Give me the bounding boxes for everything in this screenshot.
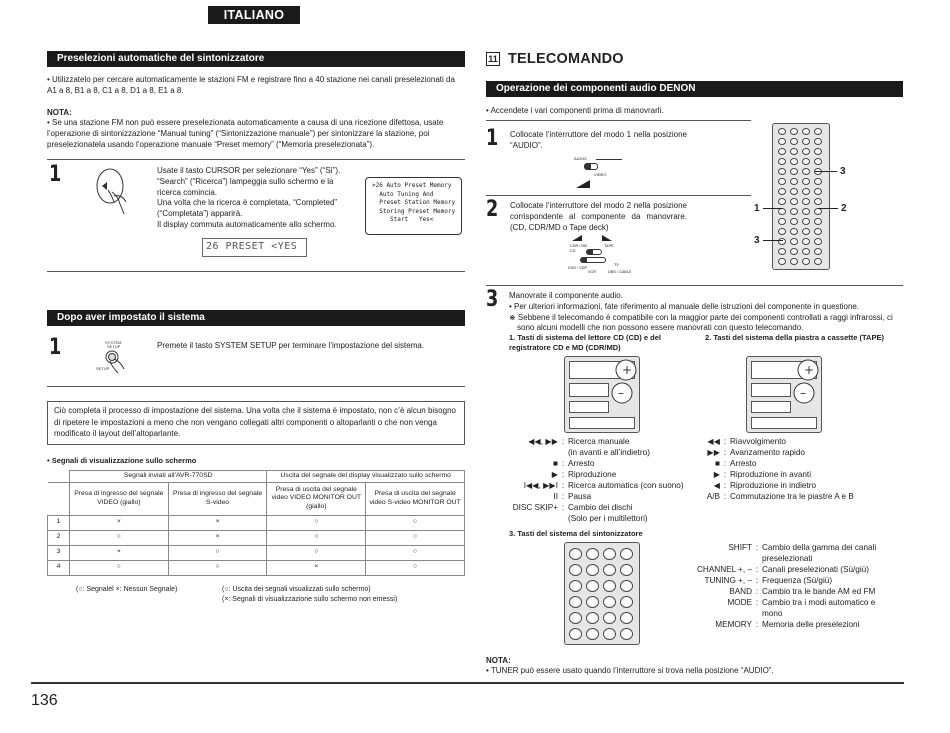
remote-button — [620, 564, 633, 576]
key-row — [700, 436, 900, 447]
remote-button — [814, 248, 822, 255]
osd-text — [372, 182, 455, 225]
key-name: ◀◀, ▶▶ — [528, 437, 558, 446]
remote-button — [790, 128, 798, 135]
remote-button — [802, 258, 810, 265]
key-row — [690, 608, 902, 619]
remote-button — [586, 564, 599, 576]
switch-label: CD — [570, 249, 576, 253]
completion-info-box: Ciò completa il processo di impostazione del sistema. Una volta che il sistema è impostato, non c’è alcun bisogno di ripetere le impostazioni a meno che non vengano collegati altri componenti o altoparlanti o che non venga modificato il layout dell’altoparlante. — [47, 401, 465, 445]
step-text-line: Manovrate il componente audio. — [509, 291, 623, 300]
cd-key-list — [503, 436, 703, 524]
remote-button-row — [569, 417, 635, 429]
key-name: ◀ — [713, 481, 720, 490]
remote-button — [790, 198, 798, 205]
key-name: ▶▶ — [707, 448, 720, 457]
step-text: Collocate l’interruttore del modo 2 nella posizione corrispondente al componente da manovrare. (CD, CDR/MD o Tape deck) — [510, 201, 687, 232]
remote-button — [778, 218, 786, 225]
key-name: TUNING +, – — [704, 576, 752, 585]
osd-screen — [365, 177, 462, 235]
remote-button — [802, 188, 810, 195]
remote-button — [802, 238, 810, 245]
remote-button — [778, 168, 786, 175]
callout-number: 2 — [841, 203, 847, 214]
signals-table — [47, 470, 465, 576]
step-text: Premete il tasto SYSTEM SETUP per terminare l’impostazione del sistema. — [157, 341, 425, 350]
step-number: 2 — [486, 197, 499, 222]
key-name: SHIFT — [728, 543, 752, 552]
table-cell: ○ — [168, 560, 267, 575]
key-description: (in avanti e all’indietro) — [568, 448, 650, 457]
table-cell: ○ — [69, 560, 168, 575]
key-description: Memoria delle preselezioni — [762, 620, 860, 629]
key-description: Cambio della gamma dei canali — [762, 543, 877, 552]
key-row — [690, 586, 902, 597]
key-row — [700, 458, 900, 469]
subsection-title-tuner: 3. Tasti del sistema del sintonizzatore — [509, 529, 643, 538]
osd-line: Auto Tuning And — [372, 190, 434, 198]
key-separator: : — [755, 587, 759, 596]
key-row — [700, 469, 900, 480]
key-separator: : — [561, 437, 565, 446]
svg-text:SETUP: SETUP — [96, 366, 110, 371]
key-row — [503, 469, 703, 480]
table-cell: ○ — [366, 530, 465, 545]
key-row — [503, 436, 703, 447]
svg-text:–: – — [800, 386, 806, 400]
remote-button — [814, 128, 822, 135]
remote-button — [778, 158, 786, 165]
page-number: 136 — [31, 692, 58, 709]
step-text-line: Usate il tasto CURSOR per selezionare “Yes” (“Sì”). — [157, 166, 341, 175]
subsection-title-cd: 1. Tasti di sistema del lettore CD (CD) e del registratore CD e MD (CDR/MD) — [509, 333, 661, 352]
table-cell: × — [69, 545, 168, 560]
remote-button — [778, 258, 786, 265]
callout-line — [818, 208, 838, 209]
key-name: A/B — [706, 492, 720, 501]
key-row — [503, 480, 703, 491]
remote-button — [790, 148, 798, 155]
remote-button — [790, 218, 798, 225]
table-cell: 3 — [48, 545, 70, 560]
key-description: Commutazione tra le piastre A e B — [730, 492, 854, 501]
remote-button — [802, 128, 810, 135]
table-cell: 4 — [48, 560, 70, 575]
hand-arrow-icon — [602, 235, 612, 241]
remote-button — [790, 208, 798, 215]
svg-text:SYSTEM: SYSTEM — [105, 340, 122, 345]
auto-preset-intro: • Utilizzatelo per cercare automaticamente le stazioni FM e registrare fino a 40 stazione nei canali preselezionati da A1 a 8, B1 a 8, C1 a 8, D1 a 8, E1 a 8. — [47, 75, 455, 95]
key-description: Frequenza (Sù/giù) — [762, 576, 833, 585]
table-cell: ○ — [168, 545, 267, 560]
remote-button — [790, 158, 798, 165]
remote-button — [778, 248, 786, 255]
key-separator: : — [723, 470, 727, 479]
remote-button — [603, 548, 616, 560]
mode-switch-2-diagram — [568, 235, 638, 281]
switch-knob — [581, 258, 587, 262]
remote-button — [586, 596, 599, 608]
table-col-header: Presa di uscita del segnale video S-video MONITOR OUT — [366, 482, 465, 515]
key-description: Ricerca automatica (con suono) — [568, 481, 684, 490]
chapter-number: 11 — [486, 52, 500, 66]
step-number: 3 — [486, 287, 499, 312]
mode-switch-1-diagram — [574, 156, 634, 192]
switch-label: TAPE — [604, 244, 614, 248]
key-separator: : — [561, 470, 565, 479]
table-col-header: Presa di ingresso del segnale S-video — [168, 482, 267, 515]
remote-button — [814, 228, 822, 235]
switch-label: VIDEO — [594, 172, 607, 177]
remote-button — [620, 612, 633, 624]
key-row — [503, 502, 703, 513]
switch-label: CDR / MD — [570, 244, 588, 248]
table-header-output: Uscita del segnale del display visualizzato sullo schermo — [267, 471, 465, 483]
remote-button — [814, 258, 822, 265]
switch-leader — [596, 159, 622, 160]
key-description: preselezionati — [762, 554, 813, 563]
key-separator: : — [755, 598, 759, 607]
key-description: Canali preselezionati (Sù/giù) — [762, 565, 869, 574]
table-corner — [48, 471, 70, 483]
table-cell: 1 — [48, 515, 70, 530]
remote-button — [814, 208, 822, 215]
remote-button — [814, 158, 822, 165]
remote-button — [586, 548, 599, 560]
note-label: NOTA: — [47, 108, 72, 117]
key-separator: : — [755, 576, 759, 585]
remote-button — [586, 612, 599, 624]
table-cell: × — [69, 515, 168, 530]
divider — [486, 120, 751, 121]
remote-button — [778, 128, 786, 135]
key-row — [690, 597, 902, 608]
step-text-line: Una volta che la ricerca è completata, “Completed” (“Completata”) apparirà. — [157, 198, 338, 219]
note-text: • TUNER può essere usato quando l’interruttore si trova nella posizione “AUDIO”. — [486, 666, 774, 675]
table-cell: × — [168, 515, 267, 530]
cursor-button-hand-icon — [92, 166, 132, 218]
remote-button — [569, 612, 582, 624]
divider — [47, 271, 465, 272]
table-col-header: Presa di uscita del segnale video VIDEO MONITOR OUT (giallo) — [267, 482, 366, 515]
key-description: Cambio tra le bande AM ed FM — [762, 587, 876, 596]
remote-button — [802, 138, 810, 145]
key-row — [690, 564, 902, 575]
hand-arrow-icon — [572, 235, 582, 241]
key-separator: : — [561, 481, 565, 490]
key-row — [503, 491, 703, 502]
subsection-title-tape: 2. Tasti del sistema della piastra a cassette (TAPE) — [705, 333, 884, 342]
key-description: Riproduzione — [568, 470, 617, 479]
key-row — [690, 575, 902, 586]
tape-key-table — [700, 436, 900, 502]
key-name: CHANNEL +, – — [697, 565, 752, 574]
key-description: Arresto — [568, 459, 595, 468]
step-text-line: • Per ulteriori informazioni, fate riferimento al manuale delle istruzioni del componente in questione. — [509, 301, 860, 311]
key-description: Arresto — [730, 459, 757, 468]
remote-button — [620, 580, 633, 592]
key-description: Cambio tra i modi automatico e — [762, 598, 876, 607]
front-panel-display: 26 PRESET <YES — [202, 238, 307, 257]
key-separator: : — [755, 565, 759, 574]
callout-number: 3 — [754, 235, 760, 246]
key-separator: : — [561, 459, 565, 468]
key-description: Avanzamento rapido — [730, 448, 805, 457]
key-description: Riavvolgimento — [730, 437, 786, 446]
footer-rule — [31, 682, 904, 684]
step-number: 1 — [486, 126, 499, 151]
key-description: Riproduzione in avanti — [730, 470, 812, 479]
table-cell: ○ — [366, 545, 465, 560]
remote-button — [790, 258, 798, 265]
key-separator: : — [723, 492, 727, 501]
remote-button — [814, 138, 822, 145]
key-name: BAND — [729, 587, 752, 596]
table-cell: ○ — [366, 560, 465, 575]
tuner-key-table — [690, 542, 902, 630]
note-text: • Se una stazione FM non può essere preselezionata automaticamente a causa di una ricezione difettosa, usate l’operazione di sintonizzazione “Manual tuning” (“Sintonizzazione manuale”) per sintonizzare la stazione, poi preselezionatela usando l’operazione manuale “Preset memory” (“Memoria preselezionata”). — [47, 118, 444, 149]
remote-button — [569, 580, 582, 592]
remote-button — [620, 596, 633, 608]
key-row — [700, 447, 900, 458]
remote-button — [790, 238, 798, 245]
callout-number: 3 — [840, 166, 846, 177]
remote-button — [778, 148, 786, 155]
section-title-denon-audio: Operazione dei componenti audio DENON — [486, 81, 903, 97]
remote-button — [802, 228, 810, 235]
step-text-line: “Search” (“Ricerca”) lampeggia sullo schermo e la ricerca comincia. — [157, 176, 334, 197]
switch-label: DBS / CABLE — [608, 270, 632, 274]
callout-line — [763, 240, 783, 241]
remote-button — [603, 580, 616, 592]
remote-button — [790, 178, 798, 185]
key-name: I◀◀, ▶▶I — [523, 481, 558, 490]
remote-button-row — [751, 417, 817, 429]
table-legend: (×: Segnali di visualizzazione sullo schermo non emessi) — [222, 596, 398, 603]
step-text-line: Il display commuta automaticamente allo schermo. — [157, 219, 337, 229]
table-cell: ○ — [267, 515, 366, 530]
remote-button — [790, 248, 798, 255]
section-title-after-setup: Dopo aver impostato il sistema — [47, 310, 465, 326]
remote-button — [802, 218, 810, 225]
svg-text:SETUP: SETUP — [107, 344, 121, 349]
remote-button — [569, 564, 582, 576]
key-description: Cambio dei dischi — [568, 503, 633, 512]
remote-button — [814, 188, 822, 195]
table-title: • Segnali di visualizzazione sullo schermo — [47, 456, 197, 465]
step-number: 1 — [49, 335, 62, 360]
svg-text:+: + — [622, 363, 633, 377]
remote-button — [802, 248, 810, 255]
table-cell: × — [267, 560, 366, 575]
divider — [486, 195, 751, 196]
remote-button — [603, 564, 616, 576]
key-name: ■ — [553, 459, 558, 468]
key-name: DISC SKIP+ — [512, 503, 558, 512]
remote-button — [802, 148, 810, 155]
table-cell: ○ — [69, 530, 168, 545]
language-tab: ITALIANO — [208, 6, 300, 24]
remote-button — [603, 628, 616, 640]
volume-plus-minus-icon — [780, 356, 820, 406]
cd-key-table — [503, 436, 703, 524]
key-separator: : — [723, 459, 727, 468]
table-legend: (○: Uscita dei segnali visualizzati sullo schermo) — [222, 586, 371, 593]
remote-button — [814, 178, 822, 185]
table-header-input: Segnali inviati all’AVR-770SD — [69, 471, 267, 483]
section-title-auto-preset: Preselezioni automatiche del sintonizzatore — [47, 51, 465, 67]
remote-button — [778, 188, 786, 195]
remote-button — [603, 612, 616, 624]
intro-text: • Accendete i vari componenti prima di manovrarli. — [486, 106, 664, 115]
remote-button — [778, 138, 786, 145]
remote-button — [814, 238, 822, 245]
table-cell: × — [168, 530, 267, 545]
remote-button — [802, 158, 810, 165]
remote-button — [790, 138, 798, 145]
system-setup-button-icon — [92, 339, 132, 375]
key-separator: : — [755, 543, 759, 552]
key-description: Ricerca manuale — [568, 437, 630, 446]
switch-label: AUDIO — [574, 156, 587, 161]
svg-text:–: – — [618, 386, 624, 400]
osd-line: Preset Station Memory — [372, 199, 456, 206]
key-name: MODE — [727, 598, 752, 607]
key-separator: : — [723, 448, 727, 457]
callout-line — [815, 171, 837, 172]
key-row — [690, 542, 902, 553]
key-name: ◀◀ — [707, 437, 720, 446]
table-cell: ○ — [267, 530, 366, 545]
callout-line — [763, 208, 783, 209]
table-legend: (○: Segnalel ×: Nessun Segnale) — [76, 586, 178, 593]
remote-button — [620, 628, 633, 640]
key-name: II — [553, 492, 558, 501]
key-row — [503, 447, 703, 458]
divider — [486, 285, 903, 286]
divider — [47, 386, 465, 387]
key-description: mono — [762, 609, 783, 618]
remote-button — [778, 178, 786, 185]
switch-label: DVD / VDP — [568, 266, 587, 270]
osd-line: >26 Auto Preset Memory — [372, 182, 452, 189]
key-description: Riproduzione in indietro — [730, 481, 817, 490]
table-cell: 2 — [48, 530, 70, 545]
switch-knob — [587, 250, 593, 254]
svg-text:+: + — [804, 363, 815, 377]
remote-button — [778, 208, 786, 215]
remote-button — [586, 628, 599, 640]
key-row — [690, 553, 902, 564]
remote-button — [802, 198, 810, 205]
remote-control-image — [772, 123, 830, 270]
remote-button — [814, 198, 822, 205]
table-cell: ○ — [267, 545, 366, 560]
remote-button — [802, 168, 810, 175]
divider — [47, 159, 465, 160]
remote-button — [586, 580, 599, 592]
chapter-title: TELECOMANDO — [508, 51, 624, 67]
table-col-header: Presa di ingresso del segnale VIDEO (giallo) — [69, 482, 168, 515]
hand-arrow-icon — [576, 180, 590, 188]
remote-button — [569, 628, 582, 640]
key-description: (Solo per i multilettori) — [568, 514, 648, 523]
key-separator: : — [755, 620, 759, 629]
osd-line: Storing Preset Memory — [372, 207, 456, 215]
key-row — [503, 513, 703, 524]
tuner-key-list — [690, 542, 902, 630]
key-separator: : — [723, 481, 727, 490]
remote-button — [778, 198, 786, 205]
remote-button — [569, 548, 582, 560]
key-name: ▶ — [713, 470, 720, 479]
remote-button — [620, 548, 633, 560]
callout-number: 1 — [754, 203, 760, 214]
remote-button — [790, 188, 798, 195]
table-corner — [48, 482, 70, 515]
key-row — [700, 491, 900, 502]
key-row — [690, 619, 902, 630]
key-name: ■ — [715, 459, 720, 468]
remote-button — [603, 596, 616, 608]
key-separator: : — [561, 492, 565, 501]
key-name: ▶ — [551, 470, 558, 479]
key-row — [503, 458, 703, 469]
table-cell: ○ — [366, 515, 465, 530]
remote-button — [569, 596, 582, 608]
step-text-line: ⋇ Sebbene il telecomando è compatibile con la maggior parte dei componenti controllati a raggi infrarossi, ci sono alcuni modelli che non possono essere manovrati con questo telecomando. — [509, 312, 893, 333]
key-row — [700, 480, 900, 491]
switch-knob — [585, 164, 591, 169]
switch-label: VCR — [588, 270, 597, 274]
step-number: 1 — [49, 162, 62, 187]
key-name: MEMORY — [715, 620, 752, 629]
remote-button — [790, 228, 798, 235]
remote-button — [802, 178, 810, 185]
step-text: Collocate l’interruttore del modo 1 nella posizione “AUDIO”. — [510, 130, 687, 150]
key-separator: : — [561, 503, 565, 512]
remote-button — [778, 228, 786, 235]
tape-key-list — [700, 436, 900, 502]
switch-label: TV — [614, 263, 619, 267]
tuner-remote-image — [564, 542, 640, 645]
volume-plus-minus-icon — [598, 356, 638, 406]
key-separator: : — [723, 437, 727, 446]
remote-button — [802, 208, 810, 215]
note-label: NOTA: — [486, 656, 511, 665]
key-description: Pausa — [568, 492, 592, 501]
remote-button — [814, 148, 822, 155]
remote-button — [814, 218, 822, 225]
remote-button — [790, 168, 798, 175]
osd-line: Start Yes< — [372, 216, 434, 223]
